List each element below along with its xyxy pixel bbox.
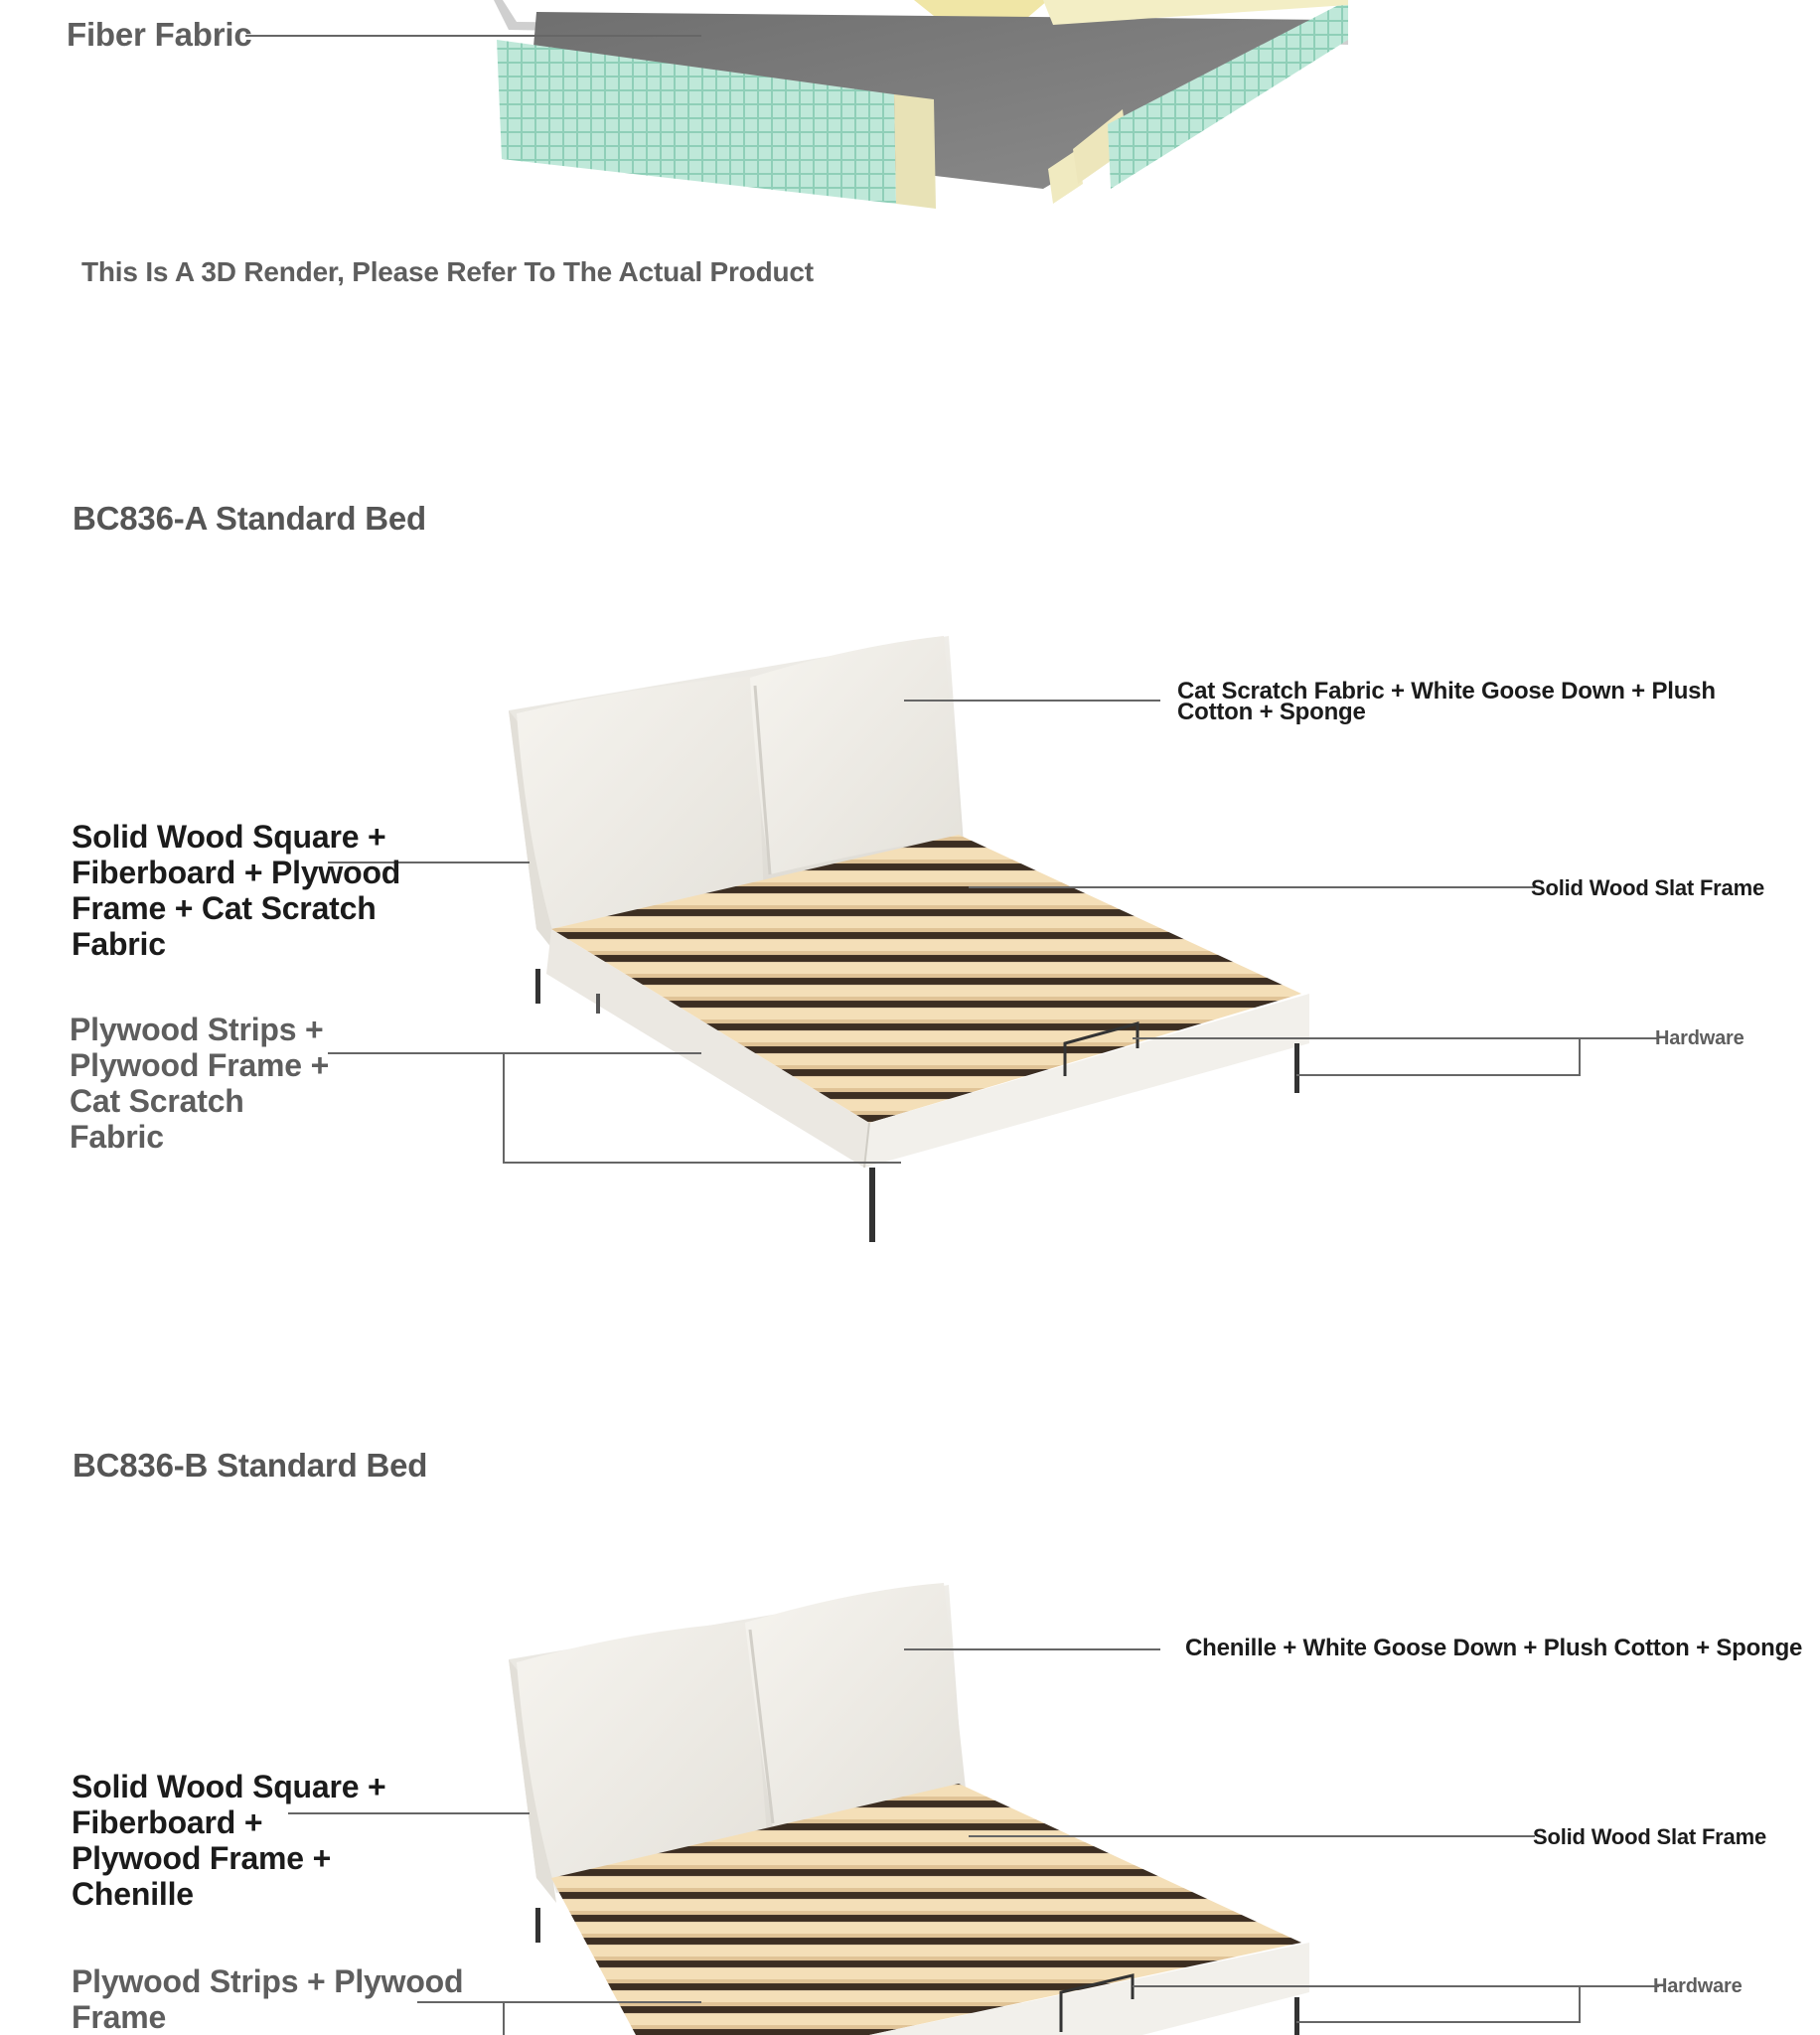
render-disclaimer: This Is A 3D Render, Please Refer To The Actual Product — [81, 256, 814, 287]
bed-a-headboard-label: Cat Scratch Fabric + White Goose Down + Plush Cotton + Sponge — [1177, 678, 1716, 725]
bed-b-strips-label: Plywood Strips + Plywood Frame — [72, 1963, 464, 2035]
exploded-layer-illustration — [494, 0, 1348, 209]
bed-b-slat-label: Solid Wood Slat Frame — [1533, 1824, 1766, 1849]
fiber-fabric-label: Fiber Fabric — [67, 16, 252, 53]
bed-a-illustration — [509, 636, 1309, 1242]
bed-b-hardware-label: Hardware — [1653, 1975, 1743, 1997]
bed-a-title: BC836-A Standard Bed — [73, 500, 427, 537]
bed-b-frame-label: Solid Wood Square + Fiberboard + Plywood Frame + Chenille — [72, 1769, 386, 1912]
bed-b-headboard-label: Chenille + White Goose Down + Plush Cotton + Sponge — [1185, 1635, 1803, 1661]
bed-a-strips-label: Plywood Strips + Plywood Frame + Cat Scratch Fabric — [70, 1012, 330, 1155]
bed-a-hardware-label: Hardware — [1655, 1027, 1744, 1049]
bed-a-slat-label: Solid Wood Slat Frame — [1531, 875, 1764, 900]
bed-a-frame-label: Solid Wood Square + Fiberboard + Plywood Frame + Cat Scratch Fabric — [72, 819, 401, 962]
bed-b-title: BC836-B Standard Bed — [73, 1447, 428, 1484]
